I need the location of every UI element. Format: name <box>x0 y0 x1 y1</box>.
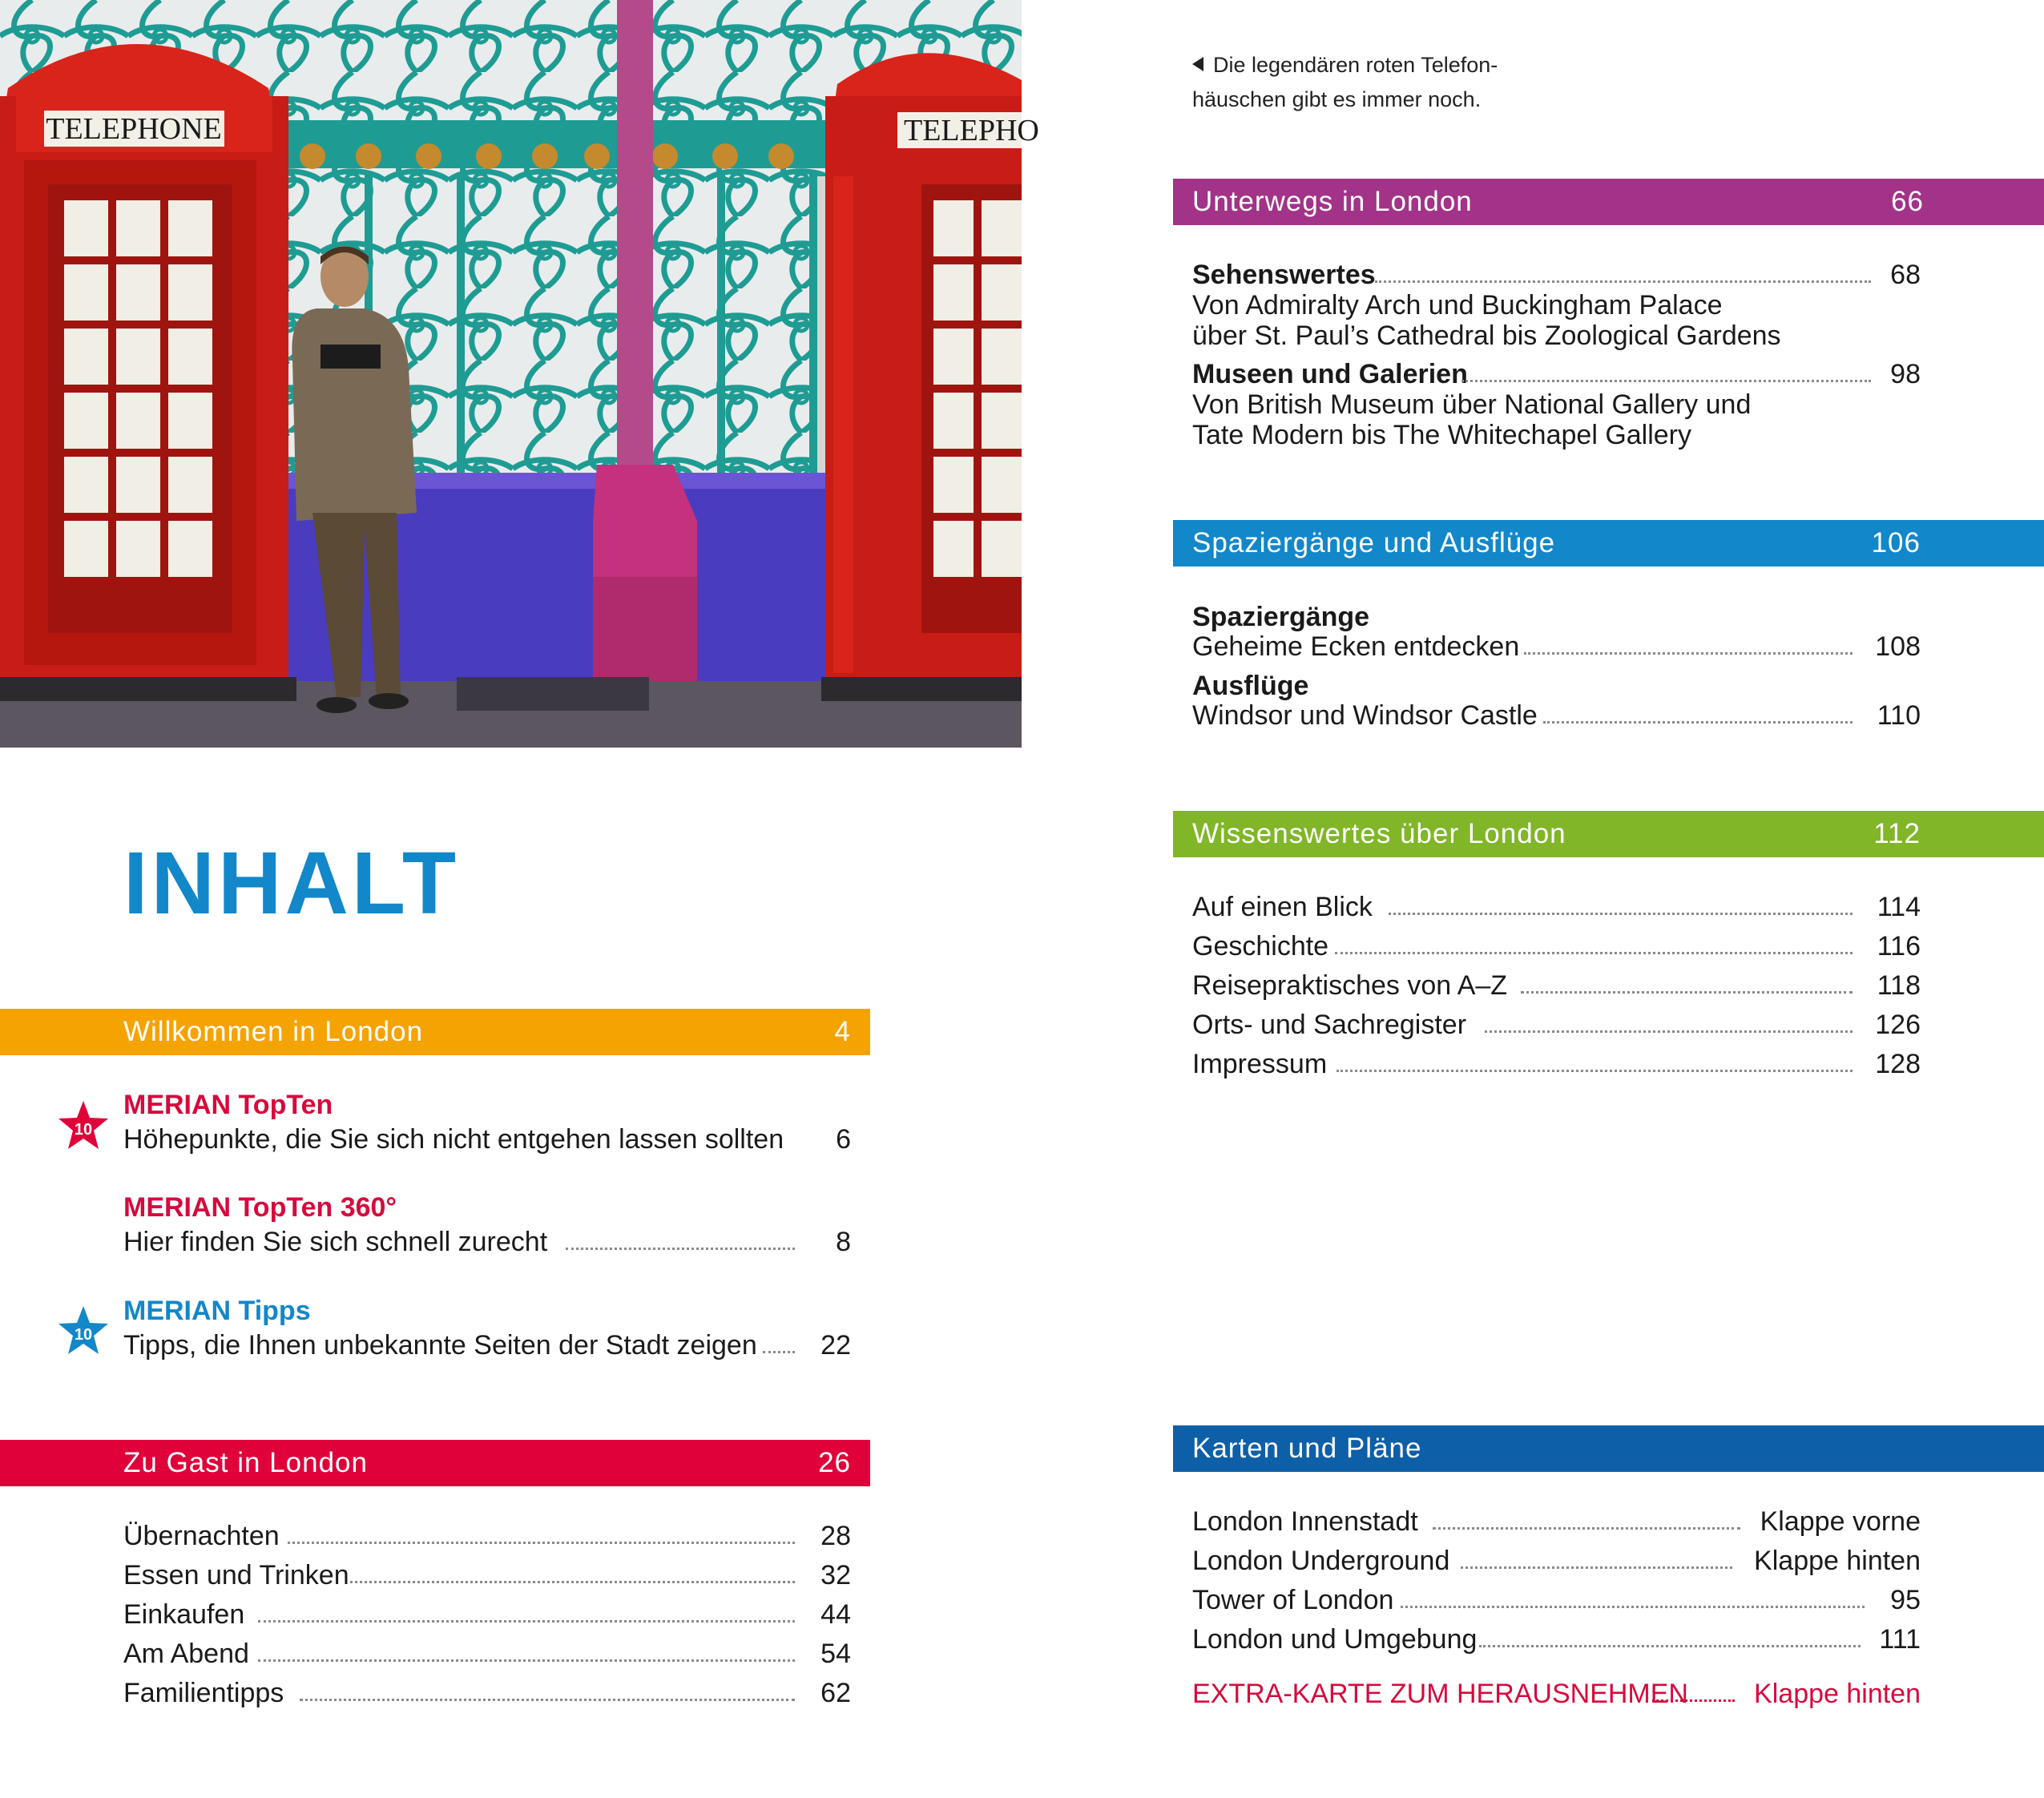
entry-label: Auf einen Blick <box>1192 892 1373 922</box>
toc-entry-topten360[interactable] <box>123 1224 851 1260</box>
entry-label: Essen und Trinken <box>123 1560 349 1590</box>
dot-leader <box>1521 991 1853 994</box>
entry-label: Übernachten <box>123 1521 280 1551</box>
subsection-heading: Ausflüge <box>1192 671 1309 701</box>
dot-leader <box>1375 280 1871 283</box>
entry-description: Von British Museum über National Gallery und <box>1192 389 1752 420</box>
toc-entry[interactable] <box>1192 1582 1921 1619</box>
telephone-sign-right: TELEPHO <box>904 114 1039 147</box>
entry-description: Von Admiralty Arch und Buckingham Palace <box>1192 290 1723 320</box>
section-page: 66 <box>1891 186 1924 217</box>
entry-label: Museen und Galerien <box>1192 359 1468 389</box>
tipps-heading: MERIAN Tipps <box>123 1296 311 1326</box>
entry-page: 118 <box>1877 970 1921 1001</box>
topten-heading: MERIAN TopTen <box>123 1090 333 1120</box>
dot-leader <box>1461 1566 1732 1569</box>
section-page: 106 <box>1871 527 1921 558</box>
entry-page: 28 <box>820 1521 851 1551</box>
entry-label: Sehenswertes <box>1192 260 1376 290</box>
entry-label: London Innenstadt <box>1192 1506 1418 1537</box>
entry-label: EXTRA-KARTE ZUM HERAUSNEHMEN <box>1192 1679 1688 1709</box>
dot-leader <box>1335 952 1853 954</box>
star-10-blue-icon <box>57 1304 110 1357</box>
dot-leader <box>1479 1645 1861 1647</box>
entry-page: Klappe vorne <box>1760 1506 1921 1537</box>
entry-label: Familientipps <box>123 1678 284 1708</box>
entry-page: 128 <box>1875 1049 1921 1079</box>
entry-page: Klappe hinten <box>1754 1546 1921 1576</box>
dot-leader <box>300 1699 795 1701</box>
toc-entry-topten[interactable] <box>123 1121 851 1158</box>
entry-label: London Underground <box>1192 1546 1450 1576</box>
toc-entry-tipps[interactable] <box>123 1327 851 1364</box>
toc-entry[interactable] <box>1192 1503 1921 1540</box>
toc-entry[interactable] <box>123 1635 851 1672</box>
dot-leader <box>1401 1606 1865 1608</box>
entry-label: Einkaufen <box>123 1599 245 1630</box>
dot-leader <box>350 1581 795 1583</box>
entry-label: Am Abend <box>123 1639 249 1669</box>
toc-entry[interactable] <box>123 1557 851 1594</box>
toc-entry[interactable] <box>1192 967 1921 1004</box>
entry-page: 116 <box>1877 931 1921 961</box>
dot-leader <box>566 1248 795 1250</box>
entry-description: über St. Paul’s Cathedral bis Zoological Gardens <box>1192 320 1781 351</box>
entry-page: 22 <box>820 1330 851 1361</box>
entry-page: 32 <box>820 1560 851 1590</box>
entry-page: 68 <box>1890 260 1921 290</box>
dot-leader <box>1461 380 1871 382</box>
entry-page: 126 <box>1875 1010 1921 1040</box>
section-title: Spaziergänge und Ausflüge <box>1192 527 1556 558</box>
star-10-red-icon <box>57 1099 110 1152</box>
dot-leader <box>258 1659 795 1662</box>
photo-caption <box>1192 48 1609 117</box>
telephone-sign-left: TELEPHONE <box>46 112 222 146</box>
hero-photo <box>0 0 1039 748</box>
entry-label: Höhepunkte, die Sie sich nicht entgehen lassen sollten <box>123 1124 784 1155</box>
section-bar-willkommen[interactable] <box>0 1009 870 1055</box>
entry-page: 54 <box>820 1639 851 1669</box>
entry-description: Tate Modern bis The Whitechapel Gallery <box>1192 420 1692 450</box>
entry-page: 111 <box>1879 1624 1921 1655</box>
dot-leader <box>1389 913 1853 915</box>
topten360-heading: MERIAN TopTen 360° <box>123 1192 397 1223</box>
dot-leader <box>1336 1070 1853 1072</box>
entry-label: Impressum <box>1192 1049 1328 1079</box>
entry-page: 110 <box>1877 700 1921 731</box>
section-title: Willkommen in London <box>123 1016 424 1047</box>
entry-page: 95 <box>1890 1585 1921 1615</box>
section-title: Zu Gast in London <box>123 1447 368 1478</box>
section-title: Wissenswertes über London <box>1192 818 1566 849</box>
section-title: Unterwegs in London <box>1192 186 1473 217</box>
star-badge-text: 10 <box>74 1326 93 1344</box>
entry-page: 62 <box>820 1678 851 1708</box>
section-page: 26 <box>818 1447 851 1478</box>
entry-page: 44 <box>820 1599 851 1630</box>
toc-entry[interactable] <box>1192 1046 1921 1082</box>
toc-entry[interactable] <box>1192 928 1921 965</box>
entry-page: 98 <box>1890 359 1921 389</box>
toc-entry[interactable] <box>123 1675 851 1711</box>
dot-leader <box>1433 1527 1740 1530</box>
toc-entry[interactable] <box>1192 697 1921 734</box>
toc-entry[interactable] <box>1192 628 1921 665</box>
section-bar-spaziergaenge[interactable] <box>1173 520 2044 566</box>
toc-entry[interactable] <box>1192 1542 1921 1579</box>
entry-label: Tower of London <box>1192 1585 1394 1615</box>
dot-leader <box>1485 1030 1853 1033</box>
entry-label: London und Umgebung <box>1192 1624 1478 1655</box>
dot-leader <box>1524 652 1853 655</box>
dot-leader <box>763 1351 795 1353</box>
subsection-heading: Spaziergänge <box>1192 602 1370 632</box>
section-bar-unterwegs[interactable] <box>1173 179 2044 225</box>
star-badge-text: 10 <box>74 1121 93 1139</box>
dot-leader <box>258 1620 795 1623</box>
section-bar-wissenswertes[interactable] <box>1173 811 2044 857</box>
entry-label: Tipps, die Ihnen unbekannte Seiten der Stadt zeigen <box>123 1330 757 1361</box>
toc-entry[interactable] <box>1192 889 1921 925</box>
section-bar-karten[interactable] <box>1173 1425 2044 1472</box>
entry-page: Klappe hinten <box>1754 1679 1921 1709</box>
entry-label: Geschichte <box>1192 931 1329 961</box>
page-title: INHALT <box>123 834 460 933</box>
section-page: 4 <box>834 1016 851 1047</box>
entry-page: 6 <box>836 1124 851 1155</box>
caption-line-2: häuschen gibt es immer noch. <box>1192 87 1482 111</box>
entry-label: Reisepraktisches von A–Z <box>1192 970 1508 1001</box>
toc-entry-extra-karte[interactable] <box>1192 1675 1921 1712</box>
section-bar-zugast[interactable] <box>0 1440 870 1486</box>
toc-entry[interactable] <box>1192 1621 1921 1658</box>
entry-page: 8 <box>836 1227 851 1257</box>
dot-leader <box>1543 721 1853 724</box>
dot-leader <box>288 1542 795 1544</box>
toc-entry-sehenswertes[interactable] <box>1192 256 1921 293</box>
toc-entry[interactable] <box>123 1596 851 1633</box>
caret-left-icon <box>1192 57 1203 71</box>
dot-leader <box>1652 1699 1735 1702</box>
toc-entry-museen[interactable] <box>1192 356 1921 393</box>
entry-label: Orts- und Sachregister <box>1192 1010 1467 1040</box>
toc-entry[interactable] <box>123 1518 851 1554</box>
toc-entry[interactable] <box>1192 1006 1921 1043</box>
entry-page: 108 <box>1875 631 1921 662</box>
entry-page: 114 <box>1877 892 1921 922</box>
caption-line-1: Die legendären roten Telefon- <box>1213 53 1498 77</box>
entry-label: Hier finden Sie sich schnell zurecht <box>123 1227 548 1257</box>
section-title: Karten und Pläne <box>1192 1433 1422 1464</box>
entry-label: Windsor und Windsor Castle <box>1192 700 1538 731</box>
section-page: 112 <box>1873 818 1921 849</box>
entry-label: Geheime Ecken entdecken <box>1192 631 1520 662</box>
